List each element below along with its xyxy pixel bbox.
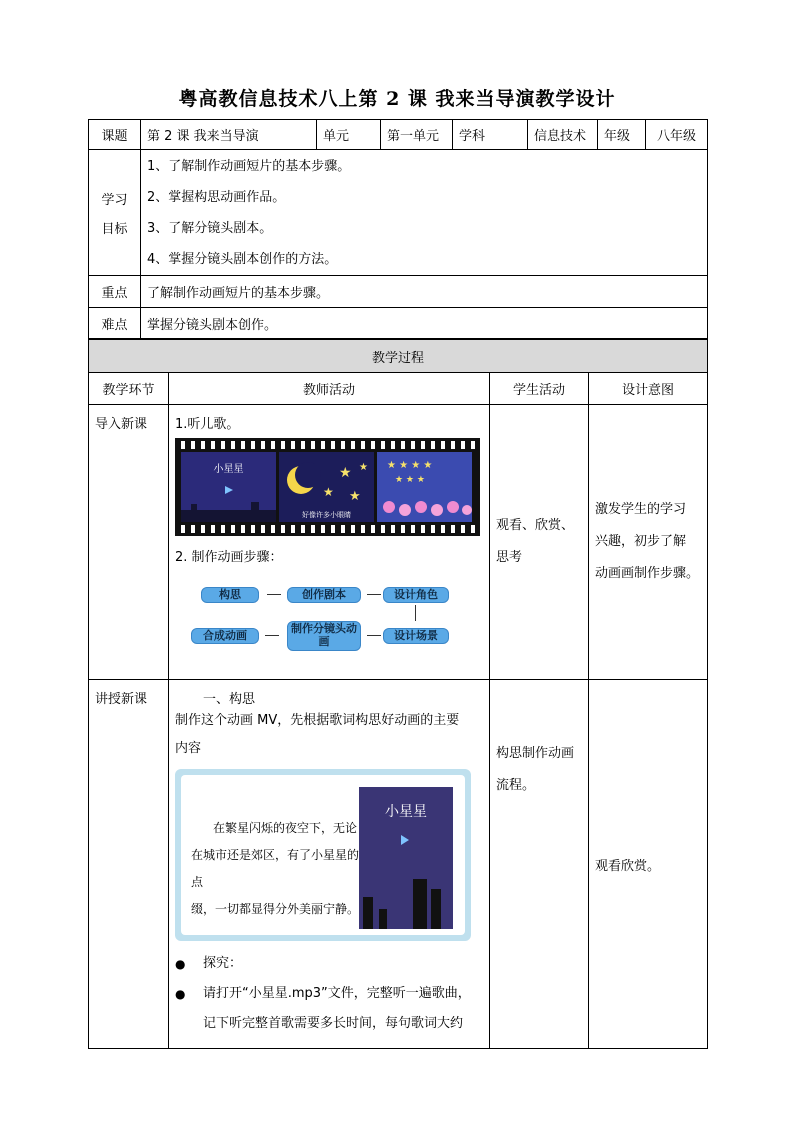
student-intro-line: 观看、欣赏、 xyxy=(496,518,575,533)
story-card xyxy=(181,775,465,935)
story-text xyxy=(191,815,361,923)
bullet-line: 请打开“小星星.mp3”文件，完整听一遍歌曲， xyxy=(203,986,471,1001)
intent-intro-line: 动画画制作步骤。 xyxy=(595,566,700,581)
stage-intro: 导入新课 xyxy=(89,405,169,680)
intent-intro-line: 兴趣，初步了解 xyxy=(595,534,687,549)
col-intent: 设计意图 xyxy=(589,373,708,405)
stage-teach: 讲授新课 xyxy=(89,680,169,1049)
intro-step1: 1.听儿歌。 xyxy=(175,417,240,432)
info-table xyxy=(88,119,708,339)
intent-teach: 观看欣赏。 xyxy=(589,680,708,1049)
story-line: 在繁星闪烁的夜空下，无论 xyxy=(213,821,358,835)
story-image xyxy=(175,769,471,941)
student-teach xyxy=(490,680,589,1049)
filmstrip-image xyxy=(175,438,480,536)
lesson-label: 课题 xyxy=(89,120,141,150)
story-poster-title: 小星星 xyxy=(385,804,427,820)
film-frame-title: 小星星 xyxy=(213,464,244,475)
subject-value: 信息技术 xyxy=(528,120,598,150)
step-connector xyxy=(367,594,381,595)
lesson-value: 第 2 课 我来当导演 xyxy=(141,120,317,150)
unit-value: 第一单元 xyxy=(381,120,453,150)
difficulty-text: 掌握分镜头剧本创作。 xyxy=(141,308,708,339)
key-point-label: 重点 xyxy=(89,276,141,308)
film-frame-city xyxy=(181,452,276,522)
intro-step2: 2. 制作动画步骤： xyxy=(175,550,283,565)
teacher-intro xyxy=(169,405,490,680)
process-header: 教学过程 xyxy=(89,340,708,373)
teach-heading: 一、构思 xyxy=(203,692,256,707)
goal-item: 4、掌握分镜头剧本创作的方法。 xyxy=(147,251,338,267)
goals-label xyxy=(89,150,141,276)
step-box: 合成动画 xyxy=(191,628,259,644)
grade-label: 年级 xyxy=(598,120,646,150)
step-connector xyxy=(415,605,416,621)
student-teach-line: 构思制作动画 xyxy=(496,746,575,761)
svg-text:★ ★ ★: ★ ★ ★ xyxy=(395,475,425,485)
process-table xyxy=(88,339,708,1049)
student-teach-line: 流程。 xyxy=(496,778,536,793)
student-intro xyxy=(490,405,589,680)
film-frame-flowers xyxy=(377,452,472,522)
step-connector xyxy=(367,635,381,636)
subject-label: 学科 xyxy=(453,120,528,150)
difficulty-label: 难点 xyxy=(89,308,141,339)
page-title: 粤高教信息技术八上第 2 课 我来当导演教学设计 xyxy=(178,88,616,110)
svg-text:★ ★ ★ ★: ★ ★ ★ ★ xyxy=(387,460,433,471)
step-box: 设计场景 xyxy=(383,628,449,644)
teacher-teach xyxy=(169,680,490,1049)
steps-flowchart xyxy=(175,575,455,665)
step-box: 创作剧本 xyxy=(287,587,361,603)
step-connector xyxy=(265,635,279,636)
story-line: 缀，一切都显得分外美丽宁静。 xyxy=(191,902,360,916)
step-connector xyxy=(267,594,281,595)
teach-para-line: 内容 xyxy=(175,741,202,756)
goal-item: 1、了解制作动画短片的基本步骤。 xyxy=(147,158,351,174)
svg-text:★: ★ xyxy=(323,485,334,499)
col-student: 学生活动 xyxy=(490,373,589,405)
col-teacher: 教师活动 xyxy=(169,373,490,405)
goals-label-line1: 学习 xyxy=(101,192,128,208)
film-frame-moon xyxy=(279,452,374,522)
step-box: 制作分镜头动画 xyxy=(287,621,361,651)
goal-item: 2、掌握构思动画作品。 xyxy=(147,189,286,205)
svg-text:★: ★ xyxy=(359,462,368,473)
bullet-line: 记下听完整首歌需要多长时间，每句歌词大约 xyxy=(203,1016,464,1031)
bullet-icon: ● xyxy=(175,987,186,1001)
col-stage: 教学环节 xyxy=(89,373,169,405)
goals-list xyxy=(141,150,708,276)
student-intro-line: 思考 xyxy=(496,550,523,565)
bullet-item xyxy=(175,979,483,1039)
intent-intro-line: 激发学生的学习 xyxy=(595,502,687,517)
svg-text:★: ★ xyxy=(339,465,352,481)
key-point-text: 了解制作动画短片的基本步骤。 xyxy=(141,276,708,308)
svg-text:★: ★ xyxy=(349,489,361,504)
story-poster xyxy=(359,787,453,929)
unit-label: 单元 xyxy=(317,120,381,150)
intent-intro xyxy=(589,405,708,680)
grade-value: 八年级 xyxy=(646,120,708,150)
goal-item: 3、了解分镜头剧本。 xyxy=(147,220,273,236)
bullet-item xyxy=(175,949,483,979)
bullet-icon: ● xyxy=(175,957,186,971)
bullet-text: 探究： xyxy=(203,956,243,971)
step-box: 构思 xyxy=(201,587,259,603)
teach-para-line: 制作这个动画 MV，先根据歌词构思好动画的主要 xyxy=(175,713,460,728)
film-frame-caption: 好像许多小眼睛 xyxy=(302,511,351,519)
goals-label-line2: 目标 xyxy=(101,221,128,237)
bullet-text xyxy=(203,979,471,1039)
story-line: 在城市还是郊区，有了小星星的点 xyxy=(191,848,360,889)
step-box: 设计角色 xyxy=(383,587,449,603)
